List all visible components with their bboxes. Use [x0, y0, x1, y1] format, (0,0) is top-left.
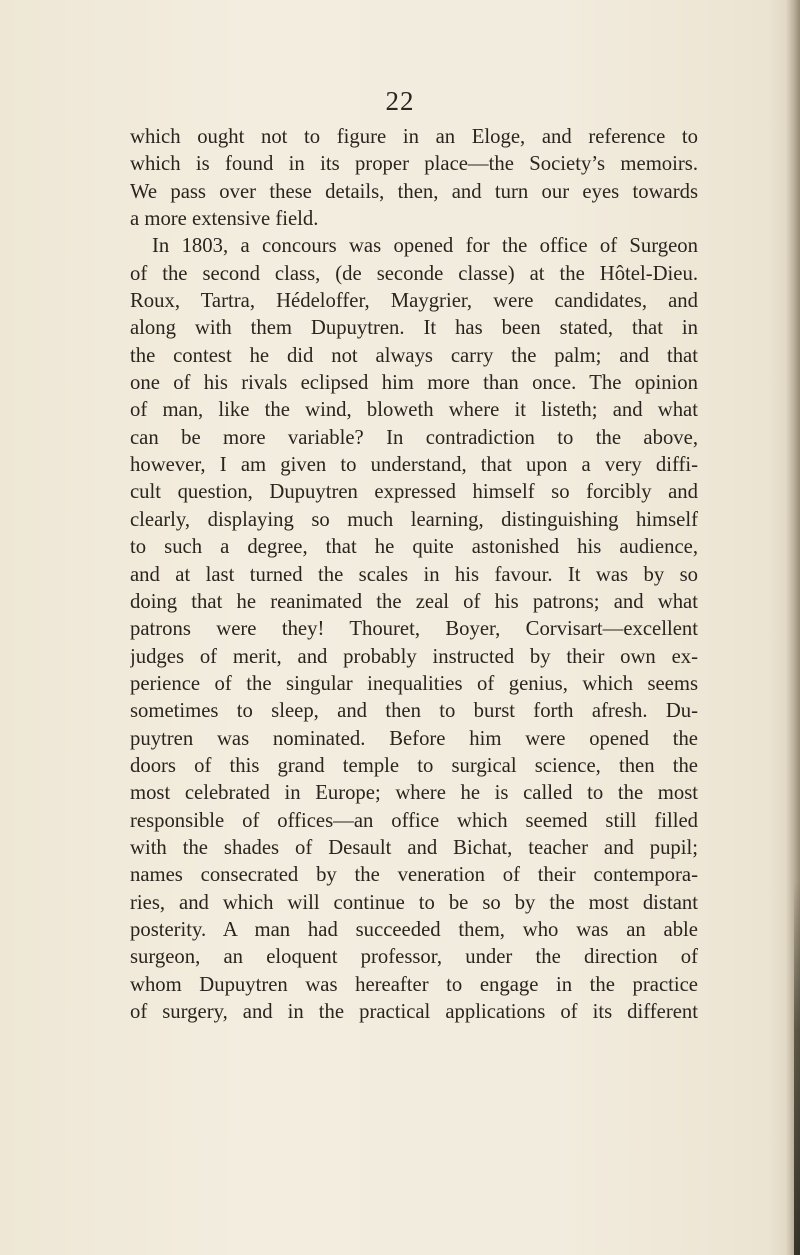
text-line: judges of merit, and probably instructed by their own ex-: [130, 645, 698, 668]
text-line: a more extensive field.: [130, 208, 319, 231]
text-line: of surgery, and in the practical applications of its different: [130, 1001, 698, 1023]
text-line: whom Dupuytren was hereafter to engage in the practice: [130, 973, 698, 996]
text-line: ries, and which will continue to be so by the most distant: [130, 891, 698, 914]
text-line: We pass over these details, then, and turn our eyes towards: [130, 180, 698, 203]
text-line: Roux, Tartra, Hédeloffer, Maygrier, were candidates, and: [130, 290, 698, 313]
text-line: and at last turned the scales in his favour. It was by so: [130, 563, 698, 586]
body-text: [130, 124, 698, 1026]
text-line: of the second class, (de seconde classe) at the Hôtel-Dieu.: [130, 262, 698, 285]
page-edge-dark: [794, 880, 800, 1255]
text-line: surgeon, an eloquent professor, under the direction of: [130, 946, 698, 969]
text-line: the contest he did not always carry the palm; and that: [130, 344, 698, 367]
text-line: clearly, displaying so much learning, distinguishing himself: [130, 508, 698, 531]
text-line: In 1803, a concours was opened for the office of Surgeon: [152, 235, 698, 258]
text-line: to such a degree, that he quite astonished his audience,: [130, 536, 698, 559]
text-line: with the shades of Desault and Bichat, teacher and pupil;: [130, 836, 698, 859]
text-line: most celebrated in Europe; where he is called to the most: [130, 782, 698, 805]
text-line: one of his rivals eclipsed him more than once. The opinion: [130, 372, 698, 395]
text-line: which is found in its proper place—the Society’s memoirs.: [130, 153, 698, 176]
text-line: doors of this grand temple to surgical science, then the: [130, 754, 698, 777]
text-line: cult question, Dupuytren expressed himself so forcibly and: [130, 481, 698, 504]
text-line: however, I am given to understand, that upon a very diffi-: [130, 454, 698, 477]
text-line: of man, like the wind, bloweth where it listeth; and what: [130, 399, 698, 422]
text-line: patrons were they! Thouret, Boyer, Corvisart—excellent: [130, 618, 698, 641]
text-line: perience of the singular inequalities of genius, which seems: [130, 672, 698, 695]
text-line: sometimes to sleep, and then to burst forth afresh. Du-: [130, 700, 698, 723]
text-line: which ought not to figure in an Eloge, and reference to: [130, 126, 698, 148]
text-line: responsible of offices—an office which seemed still filled: [130, 809, 698, 832]
text-line: can be more variable? In contradiction to the above,: [130, 426, 698, 449]
text-line: names consecrated by the veneration of their contempora-: [130, 864, 698, 887]
text-line: doing that he reanimated the zeal of his patrons; and what: [130, 590, 698, 613]
text-line: along with them Dupuytren. It has been stated, that in: [130, 317, 698, 340]
page-number: 22: [385, 86, 415, 116]
text-line: posterity. A man had succeeded them, who was an able: [130, 918, 698, 941]
text-line: puytren was nominated. Before him were opened the: [130, 727, 698, 750]
